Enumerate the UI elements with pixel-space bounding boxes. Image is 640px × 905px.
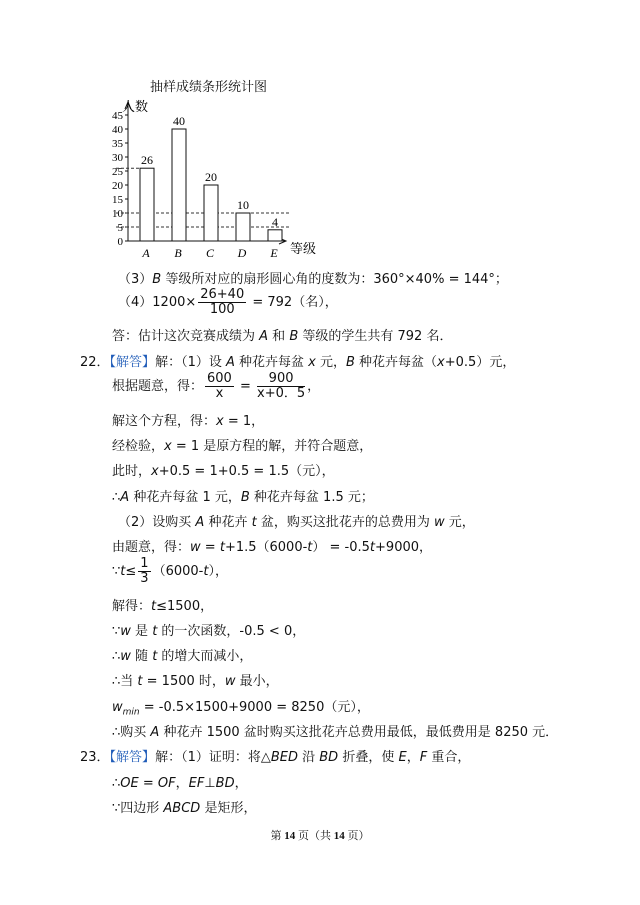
denominator: x+0．5 [257,386,306,401]
text: x [437,355,445,370]
text: = -0.5×1500+9000 = 8250（元）， [139,700,370,715]
data-label: 4 [272,214,278,229]
text: w [190,540,201,555]
text: x [216,414,224,429]
text: B [345,355,355,370]
text: w [120,649,131,664]
data-label: 20 [205,170,217,184]
text: ∴ [112,649,121,664]
fraction [257,372,305,401]
text: 页（共 [295,830,334,842]
text: 解：（1）证明：将△ [155,750,271,765]
text: （6000- [152,564,204,579]
text: +1.5（6000- [224,540,308,555]
text: 等级的学生共有 792 名． [298,329,453,344]
text: 根据题意，得： [112,379,204,394]
bar [236,213,250,241]
line-w [112,536,432,555]
text: w [112,700,123,715]
text: 沿 [298,750,320,765]
y-axis-label: 人数 [122,99,149,114]
answer-tag: 【解答】 [109,750,156,765]
category-label: A [142,246,150,260]
text: ∵ [112,564,121,579]
text: ≤1500， [156,599,214,614]
text: ， [234,776,248,791]
line-wmin [112,696,370,718]
text: 随 [130,649,153,664]
text: 解得： [112,599,152,614]
text: 种花卉每盆（ [354,355,438,370]
text: 第 [270,830,285,842]
text: ∵ [112,624,121,639]
data-label: 40 [173,114,185,128]
text: = 1 是原方程的解，并符合题意， [171,439,373,454]
text: ， [406,750,420,765]
line-answer [112,325,452,344]
line-oe [112,772,248,791]
text: ∴ [112,776,121,791]
text: 由题意，得： [112,540,191,555]
text: BD [319,750,339,765]
line-when [112,670,279,689]
text: +0.5 = 1+0.5 = 1.5（元）， [158,464,335,479]
text: x [308,355,316,370]
page-footer [0,827,640,843]
text: 最小， [235,674,279,689]
y-tick-label: 35 [112,138,123,150]
line-q3 [118,268,508,287]
x-axis-label: 等级 [290,241,317,256]
text: ∴购买 [112,725,151,740]
numerator: 1 [140,556,149,571]
text: A [259,329,269,344]
line-decreasing [112,645,252,664]
text: ∴ [112,490,121,505]
text: 盆，购买这批花卉的总费用为 [256,515,434,530]
line-ineq [112,557,228,586]
text: ABCD [163,801,201,816]
y-tick-label: 45 [112,110,123,122]
text: = [235,379,256,394]
text: A [150,725,160,740]
line-rect [112,797,256,816]
data-label: 10 [237,198,249,212]
text: 页） [344,830,370,842]
line-linear [112,620,305,639]
denominator: x [215,386,224,401]
text: 折叠，使 [338,750,399,765]
text: t [151,599,157,614]
denominator: 3 [140,571,149,586]
text: （2）设购买 [118,515,196,530]
text: t [152,624,158,639]
numerator: 600 [207,371,232,386]
text: ） = -0.5 [312,540,370,555]
y-tick-label: 5 [117,222,123,234]
text: = 1， [223,414,265,429]
line-p22 [80,351,515,370]
text: BED [270,750,298,765]
category-label: E [270,246,278,260]
answer-tag: 【解答】 [109,355,156,370]
text: 种花卉每盆 1 元， [129,490,241,505]
text: 元， [444,515,475,530]
bar [172,129,186,241]
y-tick-label: 15 [112,194,123,206]
y-tick-label: 25 [112,166,123,178]
text: t [251,515,257,530]
text: F [419,750,428,765]
text: ∵四边形 [112,801,164,816]
y-tick-label: 10 [112,208,123,220]
category-label: C [205,246,215,260]
text: +0.5）元， [444,355,516,370]
line-solve [112,410,264,429]
text: 种花卉 1500 盆时购买这批花卉总费用最低，最低费用是 8250 元． [159,725,559,740]
fraction [205,372,234,401]
text: B [152,272,162,287]
text: OF [157,776,176,791]
text: t [120,564,126,579]
text: 和 [268,329,290,344]
category-label: B [174,246,182,260]
text: ）， [208,564,228,579]
text: t [152,649,158,664]
y-tick-label: 0 [117,236,123,248]
text: t [369,540,376,555]
y-tick-label: 20 [112,180,123,192]
text: 此时， [112,464,152,479]
text: ， [307,379,321,394]
text: 的增大而减小， [157,649,253,664]
bar-chart [0,0,640,270]
text: BD [215,776,235,791]
line-q4 [118,288,338,317]
text: 种花卉每盆 1.5 元； [249,490,374,505]
line-so1 [112,486,374,505]
fraction [138,557,150,586]
text: 种花卉 [204,515,252,530]
page-number: 14 [284,830,296,842]
y-tick-label: 40 [112,124,123,136]
text: t [219,540,225,555]
text: （3） [118,272,153,287]
subscript: min [122,707,140,718]
text: 的一次函数，-0.5 < 0， [157,624,306,639]
text: B [240,490,250,505]
line-p23 [80,746,470,765]
text: x [164,439,172,454]
text: w [433,515,445,530]
text: w [224,674,236,689]
problem-number: 23． [80,750,110,765]
text: 答：估计这次竞赛成绩为 [112,329,260,344]
total-pages: 14 [333,830,345,842]
text: 等级所对应的扇形圆心角的度数为：360°×40% = 144°； [161,272,508,287]
text: A [195,515,205,530]
line-equation [112,372,320,401]
chart-title: 抽样成绩条形统计图 [150,80,268,95]
denominator: 100 [209,302,235,317]
text: 种花卉每盆 [234,355,309,370]
line-q2 [118,511,475,530]
line-final [112,721,558,740]
bar [204,185,218,241]
text: B [289,329,299,344]
text: +9000， [375,540,433,555]
line-check [112,435,372,454]
text: 是 [130,624,153,639]
text: （4）1200× [118,295,197,310]
text: E [398,750,407,765]
category-label: D [237,246,247,260]
text: EF [188,776,205,791]
text: t [137,674,143,689]
text: = 1500 时， [142,674,225,689]
line-now [112,460,335,479]
line-sol [112,595,213,614]
bar [268,230,282,241]
text: 解：（1）设 [155,355,226,370]
text: OE [120,776,139,791]
text: t [307,540,313,555]
data-label: 26 [141,153,153,168]
fraction [198,288,246,317]
problem-number: 22． [80,355,110,370]
text: = [138,776,158,791]
bar [140,168,154,241]
y-tick-label: 30 [112,152,123,164]
text: = 792（名）， [248,295,338,310]
text: x [151,464,159,479]
text: 是矩形， [200,801,257,816]
text: = [200,540,220,555]
text: ∴当 [112,674,138,689]
numerator: 900 [257,372,305,387]
text: w [120,624,131,639]
text: A [225,355,235,370]
text: t [203,564,209,579]
text: 重合， [427,750,471,765]
text: ， [175,776,189,791]
text: 解这个方程，得： [112,414,217,429]
text: 元， [315,355,346,370]
text: 经检验， [112,439,165,454]
text: ⊥ [204,776,216,791]
text: ≤ [125,564,137,579]
text: A [120,490,130,505]
numerator: 26+40 [200,287,245,302]
